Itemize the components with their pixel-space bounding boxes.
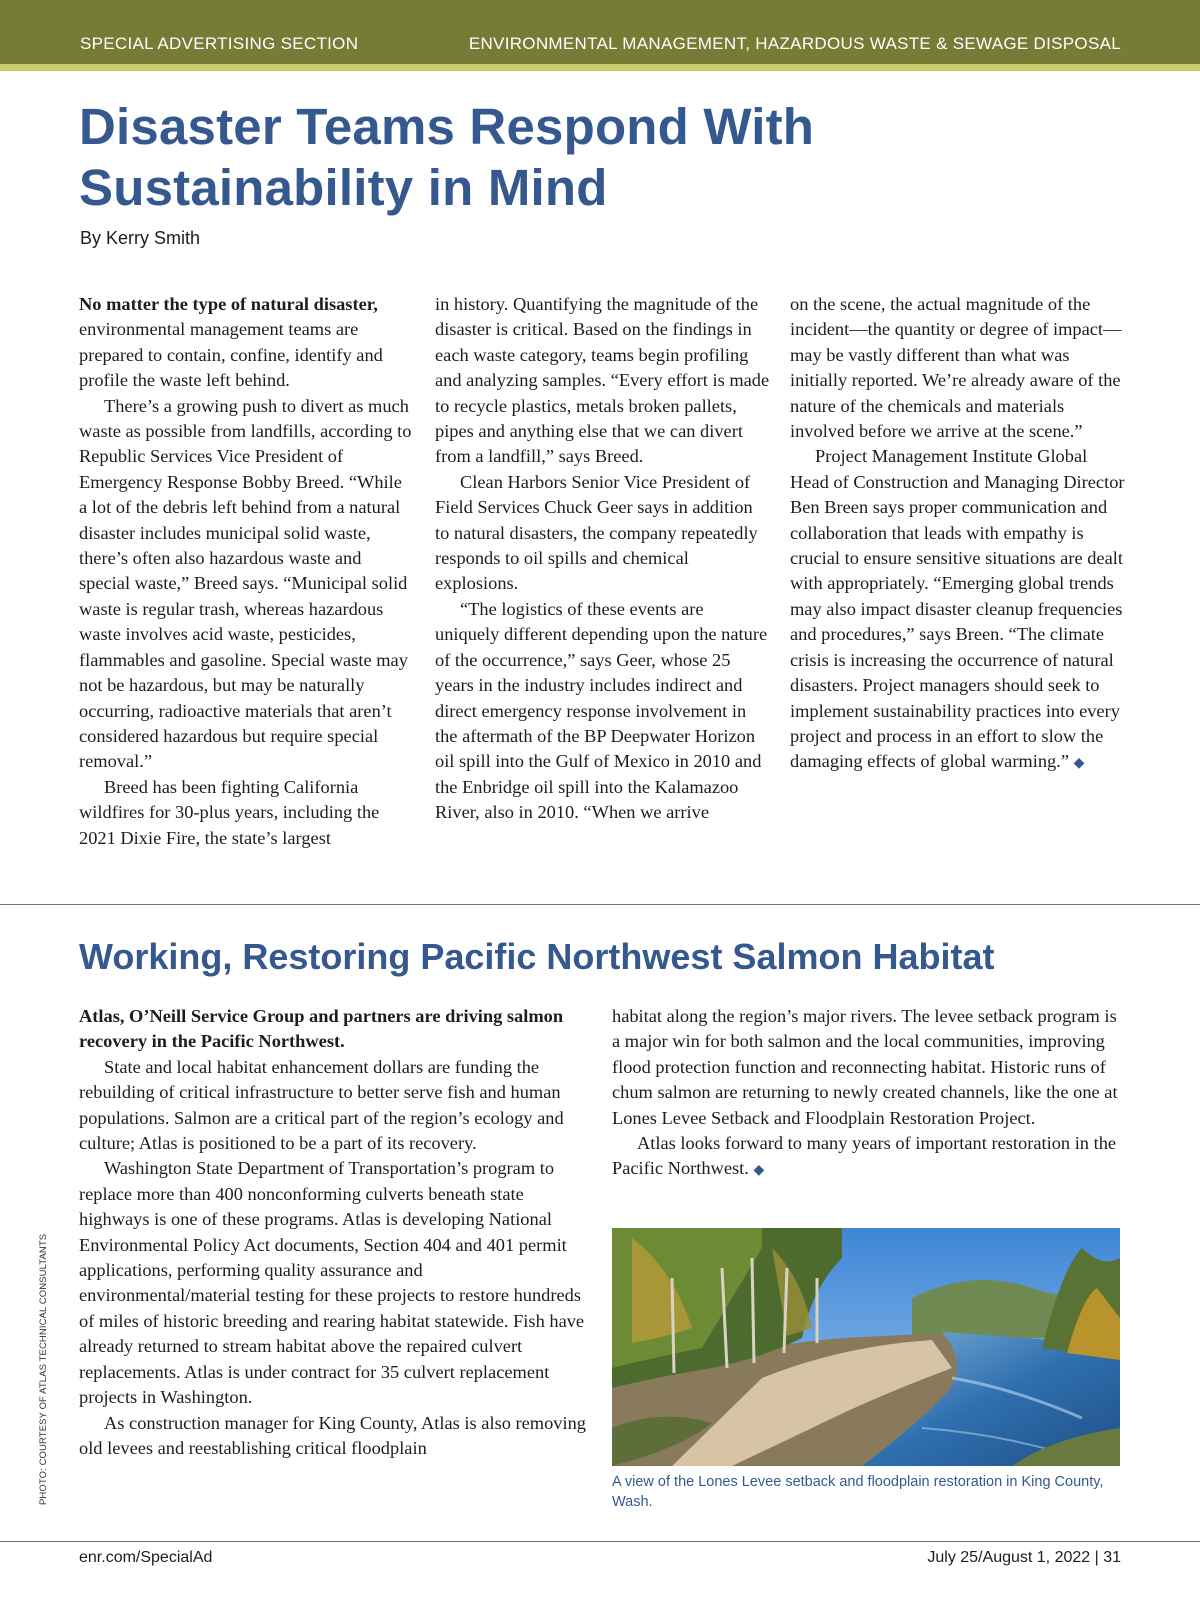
footer-date-page: July 25/August 1, 2022 | 31 (927, 1549, 1121, 1566)
article2-p4: habitat along the region’s major rivers. The levee setback program is a major win for both salmon and the local communities, improving flood protection function and reconnecting habitat. Historic runs of chum salmon are returning to newly created channels, like the one at Lones Levee Setback and Floodplain Restoration Project. (612, 1006, 1118, 1128)
article2-p2: Washington State Department of Transportation’s program to replace more than 400 nonconforming culverts beneath state highways is one of these programs. Atlas is developing National Environmental Policy Act documents, Section 404 and 401 permit applications, performing quality assurance and environmental/material testing for these projects to restore hundreds of miles of historic breeding and rearing habitat statewide. Fish have already returned to stream habitat above the repaired culvert replacements. Atlas is under contract for 35 culvert replacement projects in Washington. (79, 1158, 585, 1408)
article1-title (79, 96, 1079, 218)
header-banner (0, 0, 1200, 64)
byline: By Kerry Smith (80, 228, 201, 248)
article2-p3: As construction manager for King County, Atlas is also removing old levees and reestablishing critical floodplain (79, 1412, 586, 1458)
section-topic: ENVIRONMENTAL MANAGEMENT, HAZARDOUS WASTE & SEWAGE DISPOSAL (468, 34, 1121, 53)
footer-rule (0, 1541, 1200, 1542)
article1-p4: in history. Quantifying the magnitude of the disaster is critical. Based on the findings in each waste category, teams begin profiling and analyzing samples. “Every effort is made to recycle plastics, metals broken pallets, pipes and anything else that we can divert from a landfill,” says Breed. (435, 294, 770, 467)
section-label: SPECIAL ADVERTISING SECTION (80, 34, 359, 53)
article2-lead: Atlas, O’Neill Service Group and partners are driving salmon recovery in the Pacific Northwest. (79, 1006, 564, 1052)
article1-p5: Clean Harbors Senior Vice President of Field Services Chuck Geer says in addition to natural disasters, the company repeatedly responds to oil spills and chemical explosions. (435, 471, 758, 594)
river-photo-illustration (612, 1228, 1120, 1466)
end-mark-icon: ◆ (1073, 756, 1085, 772)
article1-p3: Breed has been fighting California wildfires for 30-plus years, including the 2021 Dixie Fire, the state’s largest (79, 776, 380, 848)
article2-column-2 (612, 1004, 1124, 1184)
article1-lead: No matter the type of natural disaster, (79, 294, 378, 314)
article1-p6: “The logistics of these events are uniquely different depending upon the nature of the occurrence,” says Geer, whose 25 years in the industry includes indirect and direct emergency response involvement in the aftermath of the BP Deepwater Horizon oil spill into the Gulf of Mexico in 2010 and the Enbridge oil spill into the Kalamazoo River, also in 2010. “When we arrive (435, 598, 768, 823)
article1-p1: environmental management teams are prepared to contain, confine, identify and profile the waste left behind. (79, 319, 383, 391)
end-mark-icon: ◆ (753, 1163, 765, 1179)
article2-p5: Atlas looks forward to many years of important restoration in the Pacific Northwest. (612, 1133, 1117, 1179)
article1-column-1 (79, 292, 414, 851)
footer-url: enr.com/SpecialAd (79, 1549, 213, 1566)
article1-title-line1: Disaster Teams Respond With (79, 98, 815, 155)
article1-title-line2: Sustainability in Mind (79, 159, 608, 216)
article2-p1: State and local habitat enhancement dollars are funding the rebuilding of critical infrastructure to better serve fish and human populations. Salmon are a critical part of the region’s ecology and culture; Atlas is positioned to be a part of its recovery. (79, 1056, 564, 1154)
article1-p8: Project Management Institute Global Head of Construction and Managing Director Ben Breen says proper communication and collaboration that leads with empathy is crucial to ensure sensitive situations are dealt with appropriately. “Emerging global trends may also impact disaster cleanup frequencies and procedures,” says Breen. “The climate crisis is increasing the occurrence of natural disasters. Project managers should seek to implement sustainability practices into every project and process in an effort to slow the damaging effects of global warming.” (790, 446, 1125, 772)
article1-column-3 (790, 292, 1125, 777)
article1-paragraph-last (790, 444, 1125, 776)
section-divider (0, 904, 1200, 905)
article2-column-1 (79, 1004, 594, 1461)
article1-paragraph (79, 292, 414, 394)
article2-paragraph-last (612, 1131, 1124, 1184)
banner-stripe (0, 64, 1200, 71)
photo-caption: A view of the Lones Levee setback and floodplain restoration in King County, Wash. (612, 1474, 1104, 1510)
article1-p7: on the scene, the actual magnitude of the incident—the quantity or degree of impact—may be vastly different than what was initially reported. We’re already aware of the nature of the chemicals and materials involved before we arrive at the scene.” (790, 294, 1122, 442)
article1-p2: There’s a growing push to divert as much waste as possible from landfills, according to Republic Services Vice President of Emergency Response Bobby Breed. “While a lot of the debris left behind from a natural disaster includes municipal solid waste, there’s often also hazardous waste and special waste,” Breed says. “Municipal solid waste is regular trash, whereas hazardous waste involves acid waste, pesticides, flammables and gasoline. Special waste may not be hazardous, but may be naturally occurring, radioactive materials that aren’t considered hazardous but require special removal.” (79, 395, 412, 772)
river-photo (612, 1228, 1120, 1466)
photo-credit: PHOTO: COURTESY OF ATLAS TECHNICAL CONSULTANTS (38, 1233, 49, 1505)
article2-title: Working, Restoring Pacific Northwest Salmon Habitat (79, 936, 995, 977)
article1-column-2 (435, 292, 770, 826)
